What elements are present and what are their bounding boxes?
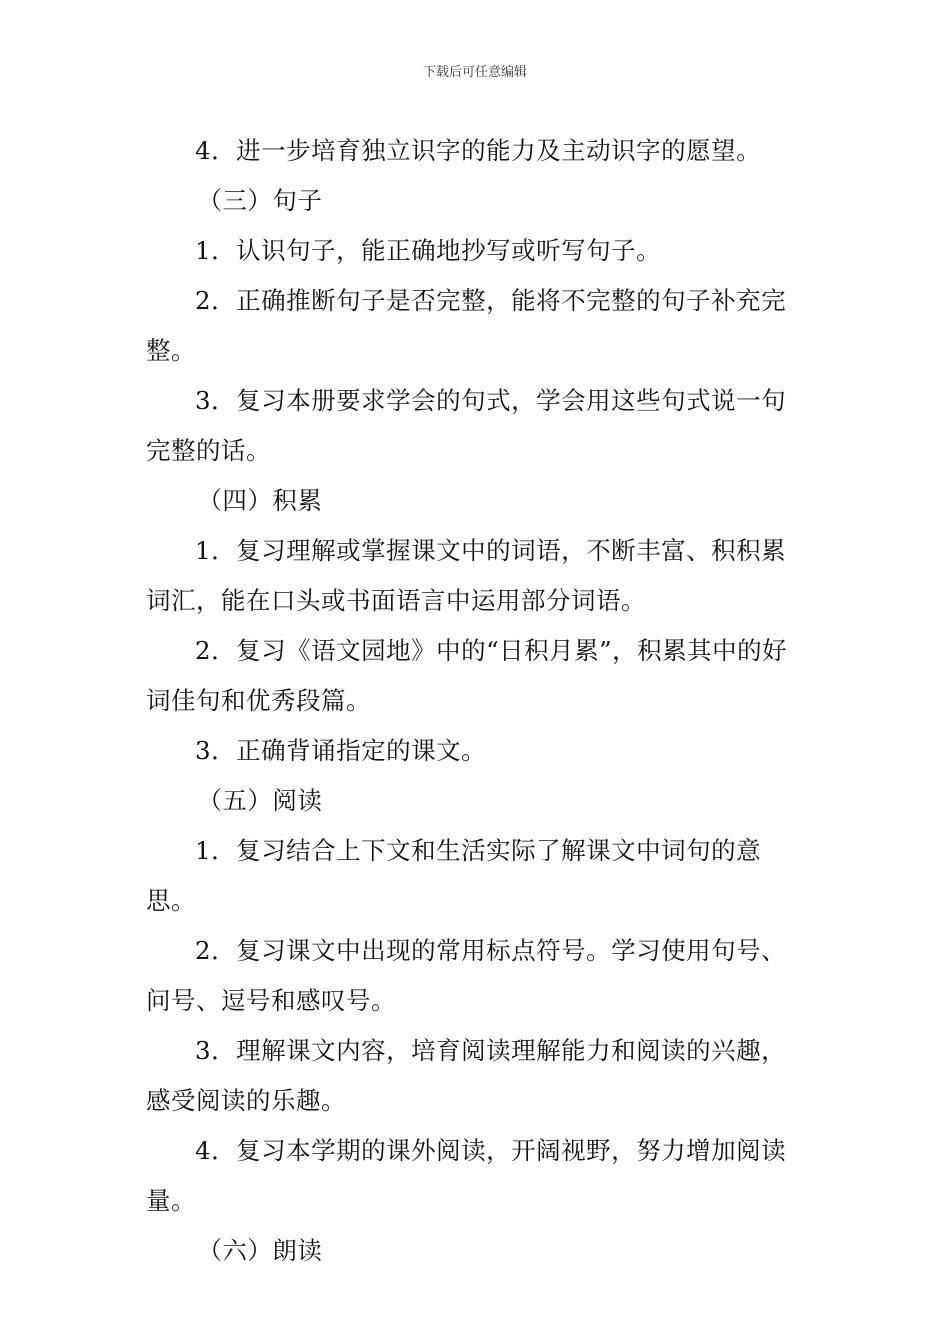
paragraph-accumulation-1: 1．复习理解或掌握课文中的词语，不断丰富、积积累词汇，能在口头或书面语言中运用部分词语。 (146, 536, 787, 615)
paragraph-reading-2: 2．复习课文中出现的常用标点符号。学习使用句号、问号、逗号和感叹号。 (146, 936, 787, 1015)
section-heading-accumulation: （四）积累 (197, 486, 323, 515)
paragraph-reading-1: 1．复习结合上下文和生活实际了解课文中词句的意思。 (146, 836, 762, 915)
paragraph-sentences-1: 1．认识句子，能正确地抄写或听写句子。 (195, 236, 662, 265)
paragraph-sentences-2: 2．正确推断句子是否完整，能将不完整的句子补充完整。 (146, 286, 787, 365)
section-heading-reading: （五）阅读 (197, 786, 323, 815)
paragraph-literacy-4: 4．进一步培育独立识字的能力及主动识字的愿望。 (195, 136, 762, 165)
paragraph-reading-3: 3．理解课文内容，培育阅读理解能力和阅读的兴趣，感受阅读的乐趣。 (146, 1036, 787, 1115)
paragraph-accumulation-2: 2．复习《语文园地》中的“日积月累”，积累其中的好词佳句和优秀段篇。 (146, 636, 788, 715)
section-heading-sentences: （三）句子 (197, 186, 323, 215)
section-heading-recitation: （六）朗读 (197, 1236, 323, 1265)
paragraph-sentences-3: 3．复习本册要求学会的句式，学会用这些句式说一句完整的话。 (146, 386, 787, 465)
page-header: 下载后可任意编辑 (422, 65, 527, 80)
paragraph-reading-4: 4．复习本学期的课外阅读，开阔视野，努力增加阅读量。 (146, 1136, 787, 1215)
document-body (146, 126, 806, 1276)
paragraph-accumulation-3: 3．正确背诵指定的课文。 (195, 736, 487, 765)
